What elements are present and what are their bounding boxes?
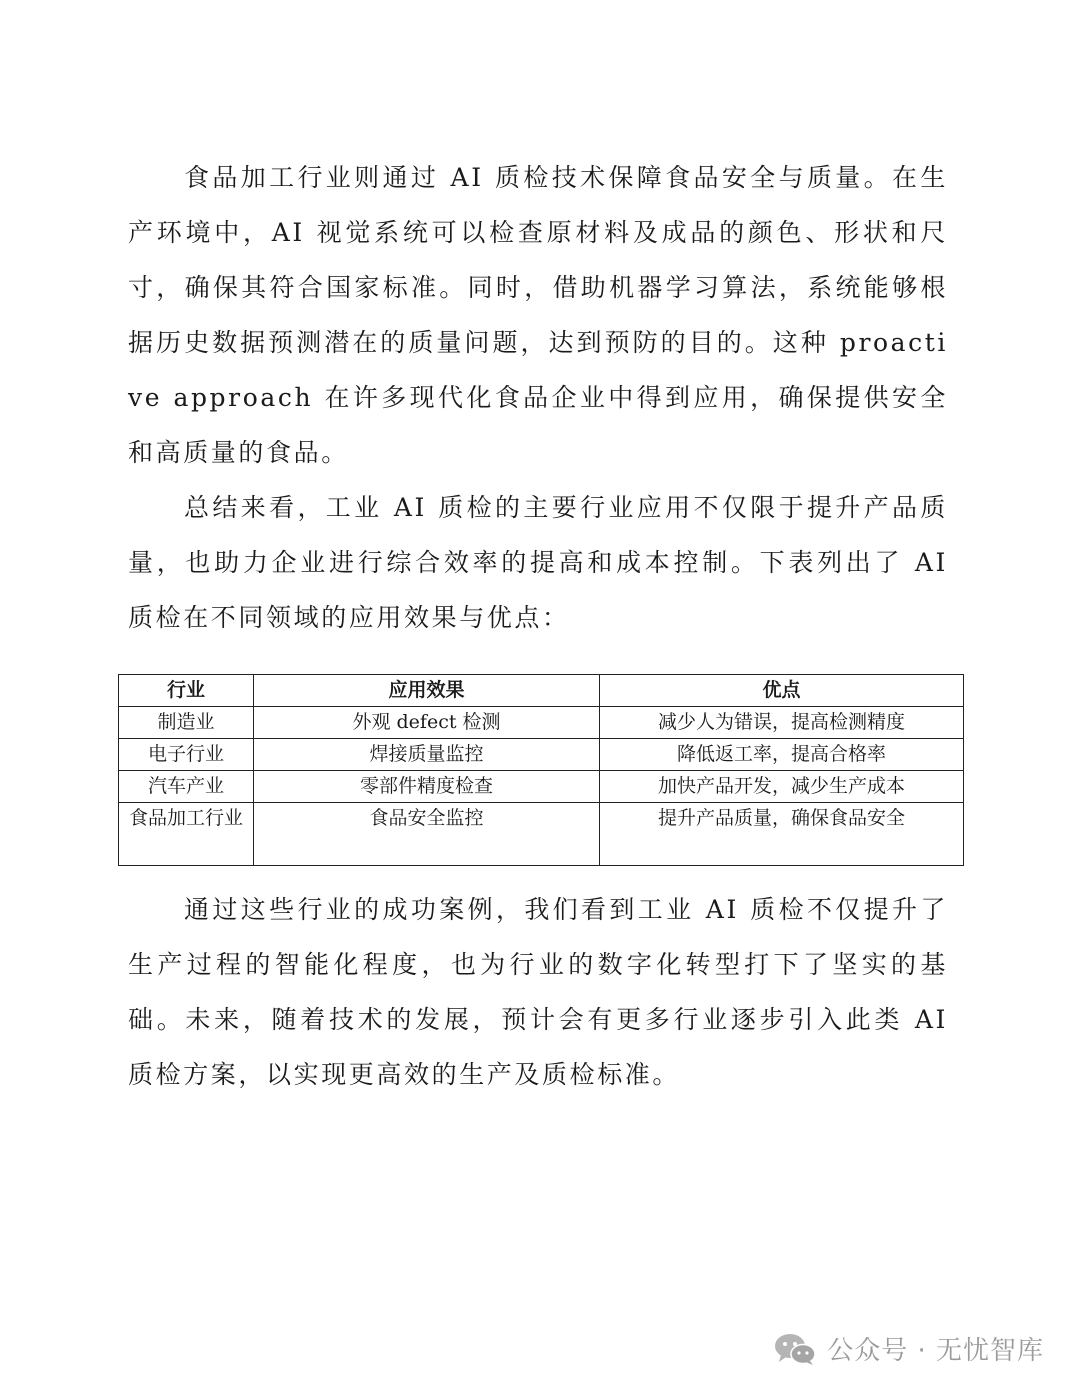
table-cell: 外观 defect 检测 xyxy=(254,707,600,739)
header-effect: 应用效果 xyxy=(254,675,600,707)
table-cell: 加快产品开发，减少生产成本 xyxy=(600,771,964,803)
table-row xyxy=(119,707,964,739)
table-cell: 减少人为错误，提高检测精度 xyxy=(600,707,964,739)
table-row xyxy=(119,803,964,866)
watermark xyxy=(773,1330,1044,1367)
header-industry: 行业 xyxy=(119,675,254,707)
paragraph-food-processing: 食品加工行业则通过 AI 质检技术保障食品安全与质量。在生产环境中，AI 视觉系统可以检查原材料及成品的颜色、形状和尺寸，确保其符合国家标准。同时，借助机器学习算法，系统能够根据历史数据预测潜在的质量问题，达到预防的目的。这种 proactive approach 在许多现代化食品企业中得到应用，确保提供安全和高质量的食品。 xyxy=(128,163,948,467)
table-row xyxy=(119,739,964,771)
table-cell: 汽车产业 xyxy=(119,771,254,803)
table-cell: 焊接质量监控 xyxy=(254,739,600,771)
table-row xyxy=(119,771,964,803)
table-cell: 提升产品质量，确保食品安全 xyxy=(600,803,964,866)
table-cell: 制造业 xyxy=(119,707,254,739)
table-header-row xyxy=(119,675,964,707)
paragraph-summary: 总结来看，工业 AI 质检的主要行业应用不仅限于提升产品质量，也助力企业进行综合效率的提高和成本控制。下表列出了 AI 质检在不同领域的应用效果与优点： xyxy=(128,493,948,632)
table-cell: 零部件精度检查 xyxy=(254,771,600,803)
table-cell: 食品安全监控 xyxy=(254,803,600,866)
table-cell: 电子行业 xyxy=(119,739,254,771)
wechat-logo-icon xyxy=(773,1332,817,1366)
paragraph-conclusion: 通过这些行业的成功案例，我们看到工业 AI 质检不仅提升了生产过程的智能化程度，也为行业的数字化转型打下了坚实的基础。未来，随着技术的发展，预计会有更多行业逐步引入此类 AI 质检方案，以实现更高效的生产及质检标准。 xyxy=(128,895,948,1089)
industry-application-table xyxy=(118,674,964,866)
header-advantage: 优点 xyxy=(600,675,964,707)
watermark-text: 公众号 · 无忧智库 xyxy=(827,1336,1044,1366)
table-cell: 降低返工率，提高合格率 xyxy=(600,739,964,771)
table-cell: 食品加工行业 xyxy=(119,803,254,866)
